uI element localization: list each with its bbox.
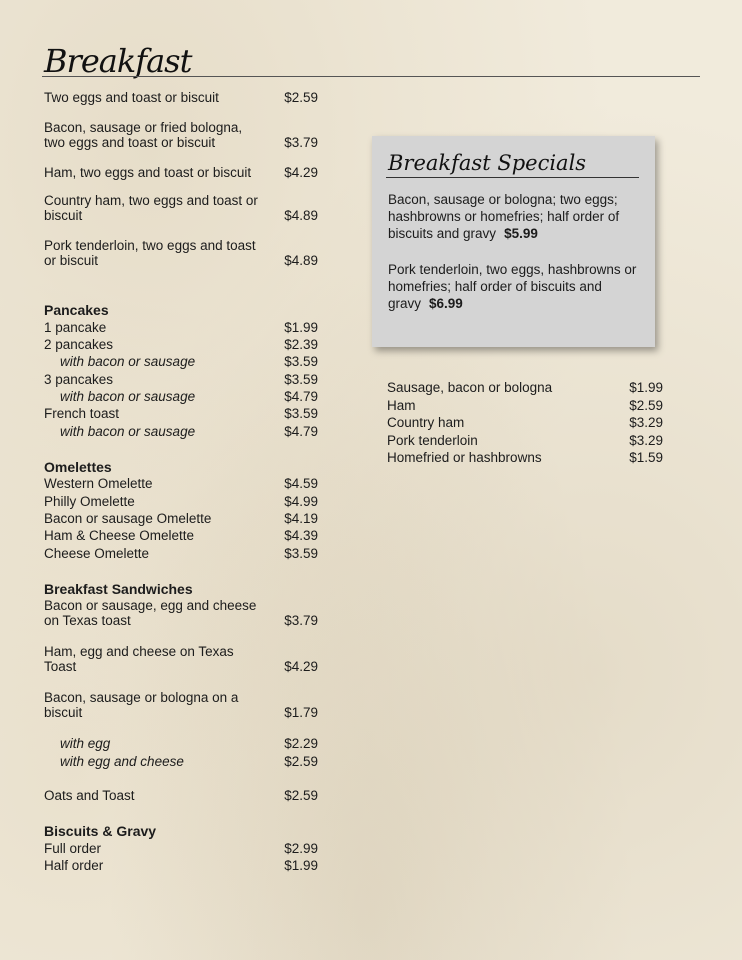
menu-item-name: Two eggs and toast or biscuit: [44, 90, 219, 105]
menu-item-name: Bacon, sausage or bologna on a biscuit: [44, 690, 239, 720]
side-item-name: Homefried or hashbrowns: [387, 450, 542, 465]
menu-item-price: $4.29: [284, 165, 318, 180]
side-item-price: $2.59: [629, 397, 663, 413]
menu-item-philly-omelette: [44, 494, 324, 509]
side-item-price: $1.99: [629, 380, 663, 395]
special-item-1-text: Bacon, sausage or bologna; two eggs; hashbrowns or homefries; half order of biscuits and gravy: [388, 192, 620, 241]
menu-item-3-pancakes-bacon: [44, 389, 324, 404]
menu-item-price: $4.89: [284, 208, 318, 223]
menu-item-name: Ham & Cheese Omelette: [44, 528, 195, 543]
menu-item-full-order: [44, 841, 324, 856]
menu-item-name: with bacon or sausage: [60, 389, 196, 404]
menu-item-price: $2.99: [284, 841, 318, 856]
menu-item-price: $3.59: [284, 354, 318, 369]
side-item-price: $3.29: [629, 432, 663, 448]
side-item-price: $1.59: [629, 450, 663, 465]
menu-item-sandwich-biscuit: [44, 690, 324, 720]
section-heading-sandwiches-heading: Breakfast Sandwiches: [44, 581, 193, 597]
side-item-name: Pork tenderloin: [387, 432, 478, 448]
menu-item-name: Oats and Toast: [44, 788, 135, 803]
menu-item-price: $3.59: [284, 546, 318, 561]
menu-item-name: Country ham, two eggs and toast or biscuit: [44, 193, 258, 223]
special-item-2-price: $6.99: [429, 296, 463, 311]
special-item-1-price: $5.99: [504, 226, 538, 241]
specials-title: Breakfast Specials: [388, 151, 587, 175]
side-item: [387, 398, 663, 416]
menu-item-price: $2.59: [284, 788, 318, 803]
menu-item-price: $2.59: [284, 754, 318, 769]
menu-item-price: $1.79: [284, 705, 318, 720]
menu-item-price: $3.59: [284, 372, 318, 387]
menu-item-price: $3.59: [284, 406, 318, 421]
menu-item-name: Bacon, sausage or fried bologna, two eggs and toast or biscuit: [44, 120, 243, 150]
section-heading-omelettes-heading: Omelettes: [44, 459, 112, 475]
menu-item-name: with egg: [60, 736, 111, 751]
menu-item-price: $4.59: [284, 476, 318, 491]
menu-item-2-pancakes: [44, 337, 324, 352]
menu-item-name: 2 pancakes: [44, 337, 114, 352]
section-heading-pancakes-heading: Pancakes: [44, 302, 109, 318]
side-item: [387, 450, 663, 468]
menu-item-name: Bacon or sausage Omelette: [44, 511, 212, 526]
menu-item-price: $4.19: [284, 511, 318, 526]
menu-item-french-toast: [44, 406, 324, 421]
menu-item-pork-tenderloin-eggs: [44, 238, 324, 268]
side-item-name: Ham: [387, 397, 416, 413]
menu-item-name: Western Omelette: [44, 476, 153, 491]
menu-item-bacon-sausage-bologna-eggs: [44, 120, 324, 150]
menu-item-ham-cheese-omelette: [44, 528, 324, 543]
side-item: [387, 380, 663, 398]
menu-item-french-toast-bacon: [44, 424, 324, 439]
section-heading-biscuits-gravy-heading: Biscuits & Gravy: [44, 823, 157, 839]
menu-item-name: Ham, egg and cheese on Texas Toast: [44, 644, 234, 674]
menu-item-price: $1.99: [284, 858, 318, 873]
menu-item-name: Full order: [44, 841, 102, 856]
side-item-name: Sausage, bacon or bologna: [387, 380, 553, 395]
side-item: [387, 433, 663, 451]
menu-item-name: with bacon or sausage: [60, 424, 196, 439]
menu-item-biscuit-with-egg-cheese: [44, 754, 324, 769]
menu-item-bacon-sausage-omelette: [44, 511, 324, 526]
menu-item-cheese-omelette: [44, 546, 324, 561]
side-item-name: Country ham: [387, 415, 465, 430]
special-item-2: [388, 261, 646, 312]
menu-item-ham-eggs-toast: [44, 165, 324, 180]
menu-item-name: Philly Omelette: [44, 494, 135, 509]
menu-item-price: $3.79: [284, 135, 318, 150]
menu-item-1-pancake: [44, 320, 324, 335]
menu-item-price: $2.59: [284, 90, 318, 105]
menu-item-name: with bacon or sausage: [60, 354, 196, 369]
menu-item-price: $4.89: [284, 253, 318, 268]
page-title-block: [42, 40, 700, 82]
menu-item-biscuit-with-egg: [44, 736, 324, 751]
side-item-price: $3.29: [629, 415, 663, 430]
menu-item-price: $4.29: [284, 659, 318, 674]
menu-item-3-pancakes: [44, 372, 324, 387]
menu-item-country-ham-eggs: [44, 193, 324, 223]
special-item-2-text: Pork tenderloin, two eggs, hashbrowns or homefries; half order of biscuits and gravy: [388, 262, 637, 311]
menu-item-name: Half order: [44, 858, 104, 873]
menu-item-name: Cheese Omelette: [44, 546, 150, 561]
menu-item-two-eggs-toast: [44, 90, 324, 105]
menu-item-price: $3.79: [284, 613, 318, 628]
menu-item-price: $4.99: [284, 494, 318, 509]
menu-item-name: Pork tenderloin, two eggs and toast or biscuit: [44, 238, 256, 268]
menu-item-western-omelette: [44, 476, 324, 491]
menu-item-half-order: [44, 858, 324, 873]
menu-item-price: $2.39: [284, 337, 318, 352]
menu-item-name: with egg and cheese: [60, 754, 184, 769]
menu-item-price: $1.99: [284, 320, 318, 335]
page-title: Breakfast: [44, 42, 192, 80]
menu-item-name: French toast: [44, 406, 120, 421]
menu-item-name: 3 pancakes: [44, 372, 114, 387]
specials-divider: [386, 177, 639, 178]
menu-item-price: $4.39: [284, 528, 318, 543]
title-divider: [42, 76, 700, 77]
menu-item-price: $4.79: [284, 424, 318, 439]
special-item-1: [388, 191, 646, 242]
side-item: [387, 415, 663, 433]
sides-list: [387, 380, 663, 468]
menu-item-name: Bacon or sausage, egg and cheese on Texas toast: [44, 598, 257, 628]
menu-item-price: $4.79: [284, 389, 318, 404]
menu-item-2-pancakes-bacon: [44, 354, 324, 369]
menu-item-price: $2.29: [284, 736, 318, 751]
menu-item-oats-toast: [44, 788, 324, 803]
menu-item-sandwich-ham-egg-cheese: [44, 644, 324, 674]
menu-item-name: 1 pancake: [44, 320, 107, 335]
breakfast-specials-box: [372, 136, 655, 347]
menu-item-sandwich-texas-toast: [44, 598, 324, 628]
menu-item-name: Ham, two eggs and toast or biscuit: [44, 165, 252, 180]
